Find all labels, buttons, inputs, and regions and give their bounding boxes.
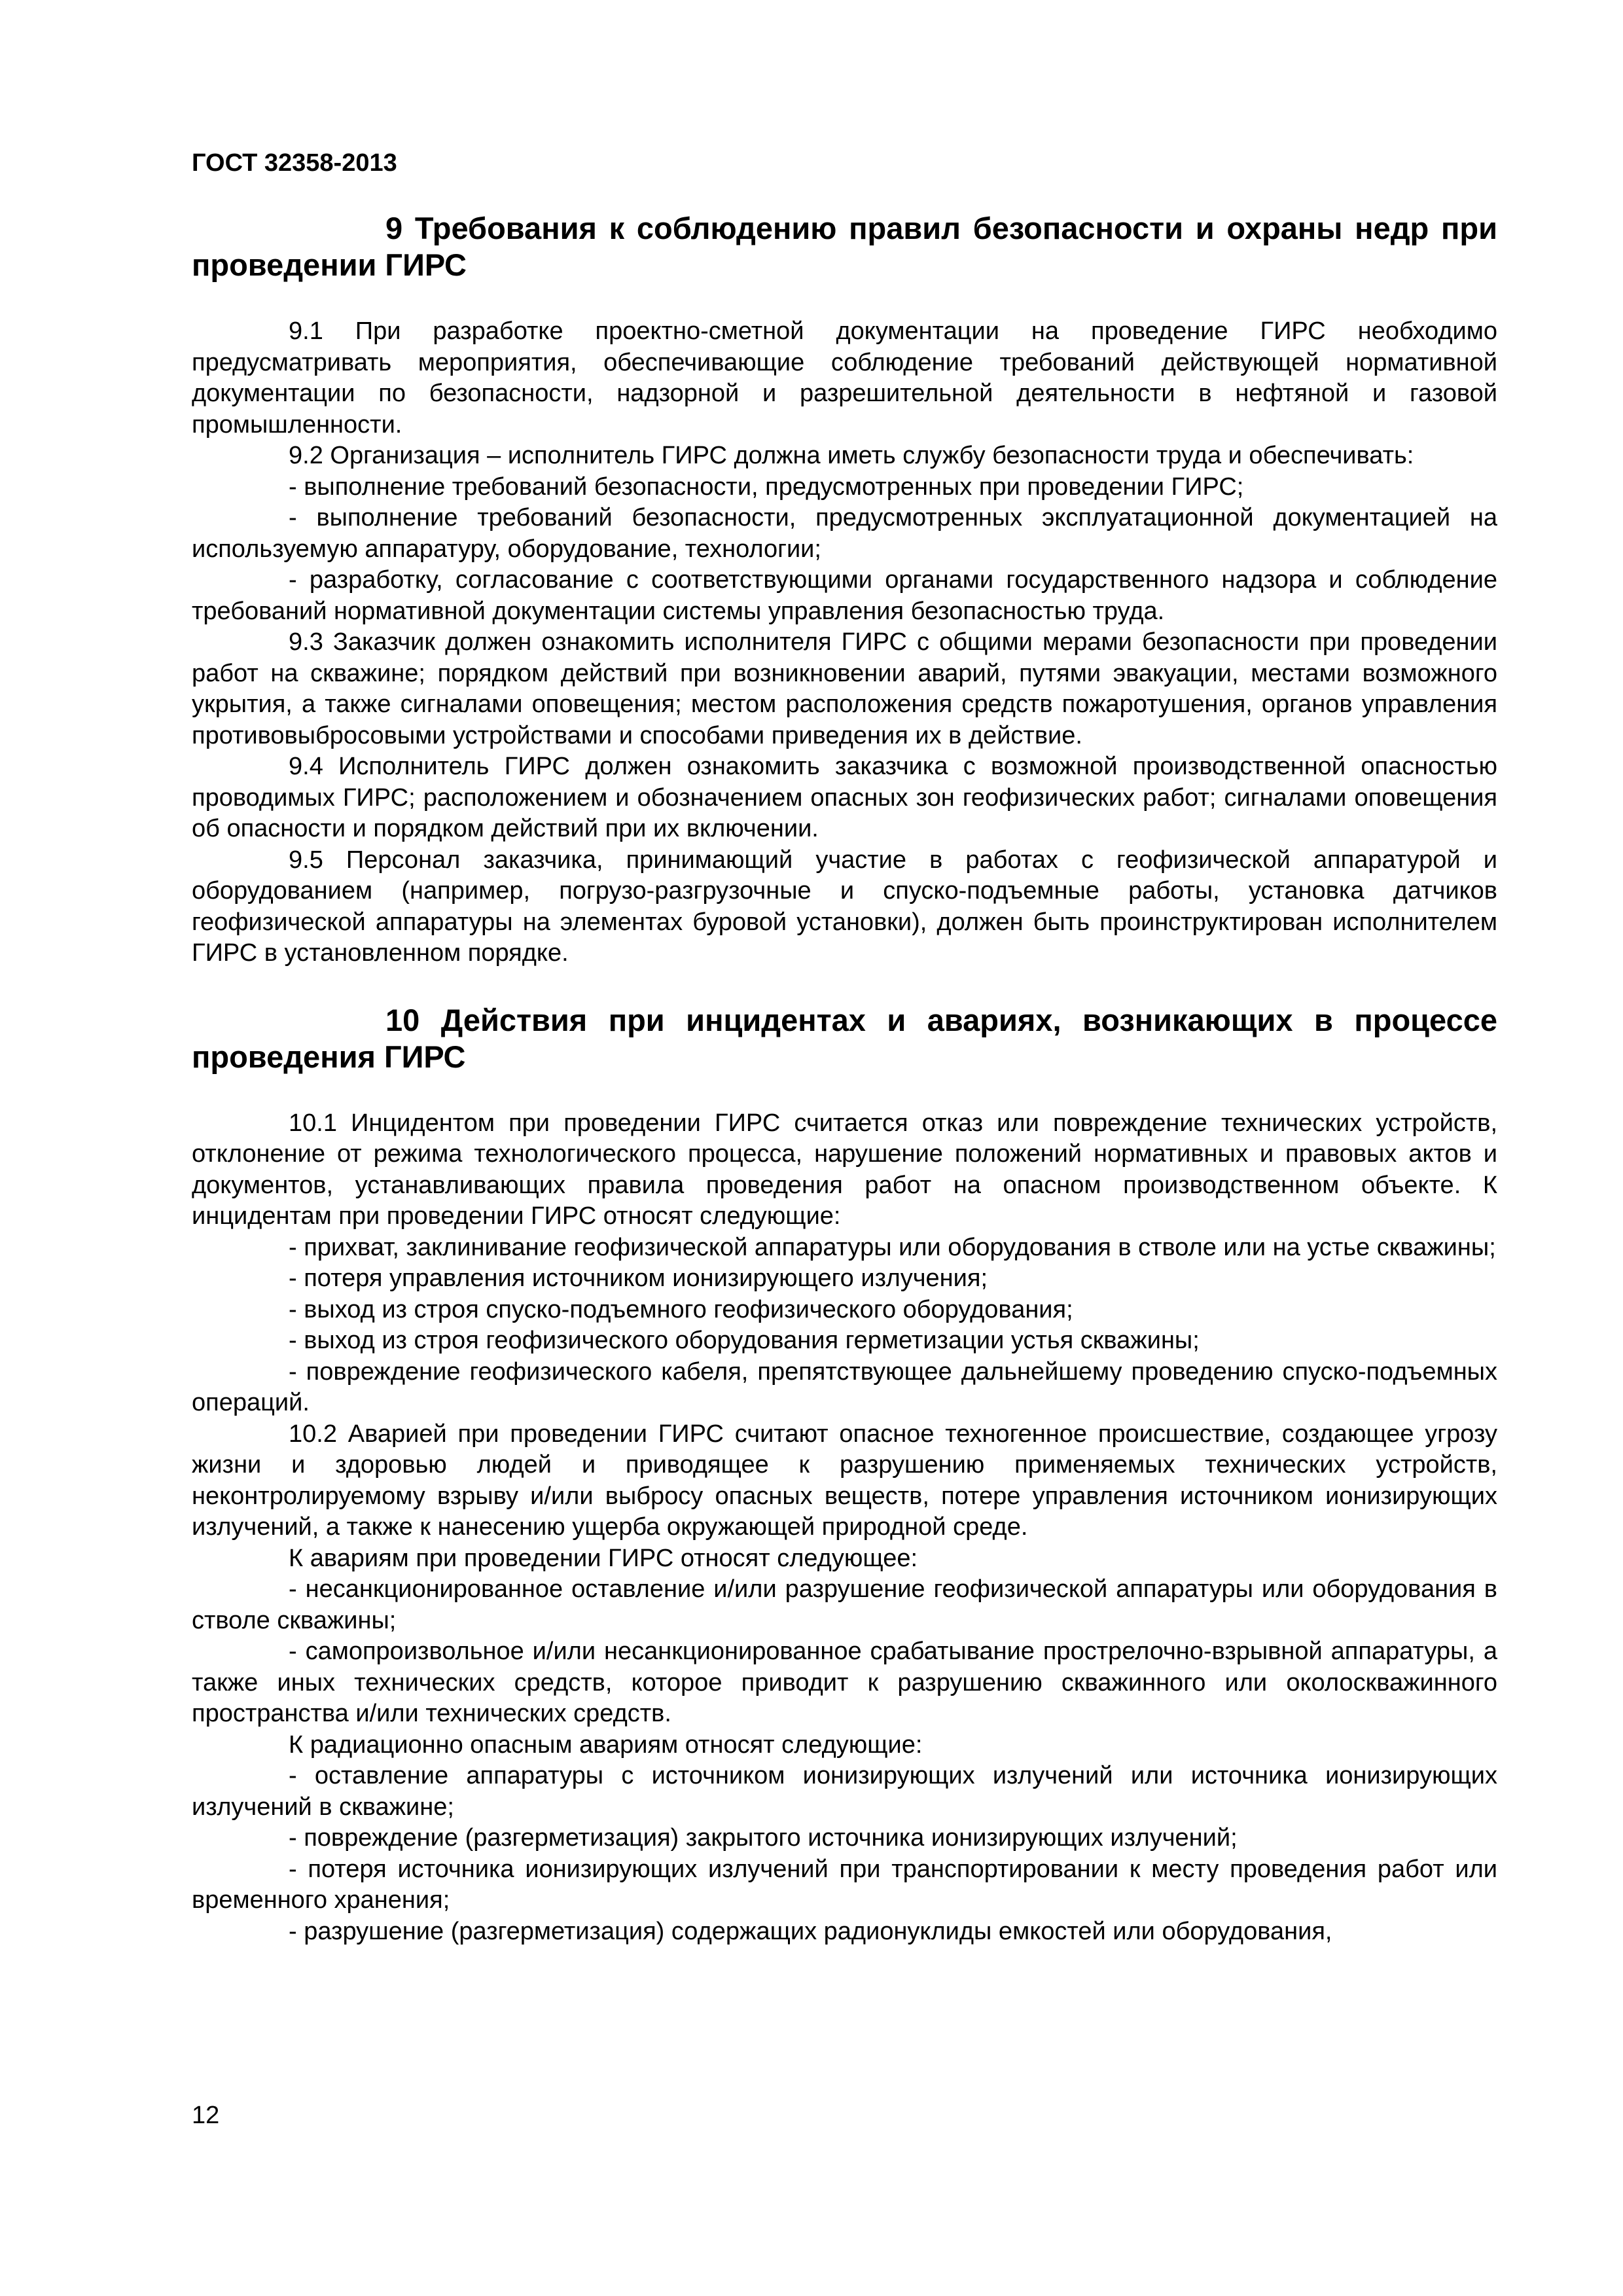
list-item: - повреждение геофизического кабеля, препятствующее дальнейшему проведению спуско-подъемных операций. bbox=[192, 1357, 1497, 1416]
paragraph-9-4: 9.4 Исполнитель ГИРС должен ознакомить заказчика с возможной производственной опасностью проводимых ГИРС; расположением и обозначением опасных зон геофизических работ; сигналами оповещения об опасности и порядком действий при их включении. bbox=[192, 753, 1497, 842]
list-item: - потеря источника ионизирующих излучений при транспортировании к месту проведения работ или временного хранения; bbox=[192, 1855, 1497, 1914]
list-item: - несанкционированное оставление и/или разрушение геофизической аппаратуры или оборудования в стволе скважины; bbox=[192, 1575, 1497, 1634]
paragraph-radiation-intro: К радиационно опасным авариям относят следующие: bbox=[289, 1731, 923, 1759]
document-page bbox=[192, 147, 1497, 1947]
spacer bbox=[192, 283, 1497, 316]
paragraph-9-2: 9.2 Организация – исполнитель ГИРС должна иметь службу безопасности труда и обеспечивать: bbox=[289, 442, 1414, 469]
list-item: - потеря управления источником ионизирующего излучения; bbox=[289, 1265, 988, 1292]
paragraph-9-5: 9.5 Персонал заказчика, принимающий участие в работах с геофизической аппаратурой и оборудованием (например, погрузо-разгрузочные и спуско-подъемные работы, установка датчиков геофизической аппаратуры на элементах буровой установки), должен быть проинструктирован исполнителем ГИРС в установленном порядке. bbox=[192, 846, 1497, 967]
list-item: - выход из строя спуско-подъемного геофизического оборудования; bbox=[289, 1295, 1073, 1323]
paragraph-9-1: 9.1 При разработке проектно-сметной документации на проведение ГИРС необходимо предусматривать мероприятия, обеспечивающие соблюдение требований действующей нормативной документации по безопасности, надзорной и разрешительной деятельности в нефтяной и газовой промышленности. bbox=[192, 317, 1497, 439]
list-item: - самопроизвольное и/или несанкционированное срабатывание прострелочно-взрывной аппаратуры, а также иных технических средств, которое приводит к разрушению скважинного или околоскважинного пространства и/или технических средств. bbox=[192, 1638, 1497, 1727]
page-number: 12 bbox=[192, 2102, 220, 2129]
paragraph-10-2: 10.2 Аварией при проведении ГИРС считают опасное техногенное происшествие, создающее угрозу жизни и здоровью людей и приводящее к разрушению применяемых технических устройств, неконтролируемому взрыву и/или выбросу опасных веществ, потере управления источником ионизирующих излучений, а также к нанесению ущерба окружающей природной среде. bbox=[192, 1420, 1497, 1541]
list-item: - прихват, заклинивание геофизической аппаратуры или оборудования в стволе или на устье скважины; bbox=[289, 1233, 1496, 1261]
paragraph-9-3: 9.3 Заказчик должен ознакомить исполнителя ГИРС с общими мерами безопасности при проведении работ на скважине; порядком действий при возникновении аварий, путями эвакуации, местами возможного укрытия, а также сигналами оповещения; местом расположения средств пожаротушения, органов управления противовыбросовыми устройствами и способами приведения их в действие. bbox=[192, 628, 1497, 749]
list-item: - повреждение (разгерметизация) закрытого источника ионизирующих излучений; bbox=[289, 1824, 1238, 1852]
spacer bbox=[192, 1075, 1497, 1108]
document-code: ГОСТ 32358-2013 bbox=[192, 149, 397, 177]
section-10-title: Действия при инцидентах и авариях, возникающих в процессе проведения ГИРС bbox=[192, 1002, 1497, 1074]
list-item: - оставление аппаратуры с источником ионизирующих излучений или источника ионизирующих излучений в скважине; bbox=[192, 1762, 1497, 1821]
list-item: - разработку, согласование с соответствующими органами государственного надзора и соблюдение требований нормативной документации системы управления безопасностью труда. bbox=[192, 566, 1497, 625]
paragraph-10-1: 10.1 Инцидентом при проведении ГИРС считается отказ или повреждение технических устройств, отклонение от режима технологического процесса, нарушение положений нормативных и правовых актов и документов, устанавливающих правила проведения работ на опасном производственном объекте. К инцидентам при проведении ГИРС относят следующие: bbox=[192, 1109, 1497, 1230]
spacer bbox=[192, 969, 1497, 1002]
list-item: - выход из строя геофизического оборудования герметизации устья скважины; bbox=[289, 1327, 1200, 1354]
list-item: - разрушение (разгерметизация) содержащих радионуклиды емкостей или оборудования, bbox=[289, 1917, 1332, 1945]
list-item: - выполнение требований безопасности, предусмотренных эксплуатационной документацией на используемую аппаратуру, оборудование, технологии; bbox=[192, 504, 1497, 563]
section-10-number: 10 bbox=[385, 1002, 420, 1037]
section-9-heading bbox=[192, 210, 1497, 283]
list-item: - выполнение требований безопасности, предусмотренных при проведении ГИРС; bbox=[289, 473, 1244, 501]
paragraph-accidents-intro: К авариям при проведении ГИРС относят следующее: bbox=[289, 1544, 918, 1572]
section-9-title: Требования к соблюдению правил безопасности и охраны недр при проведении ГИРС bbox=[192, 211, 1497, 282]
section-10-heading bbox=[192, 1002, 1497, 1075]
section-9-number: 9 bbox=[385, 211, 403, 245]
